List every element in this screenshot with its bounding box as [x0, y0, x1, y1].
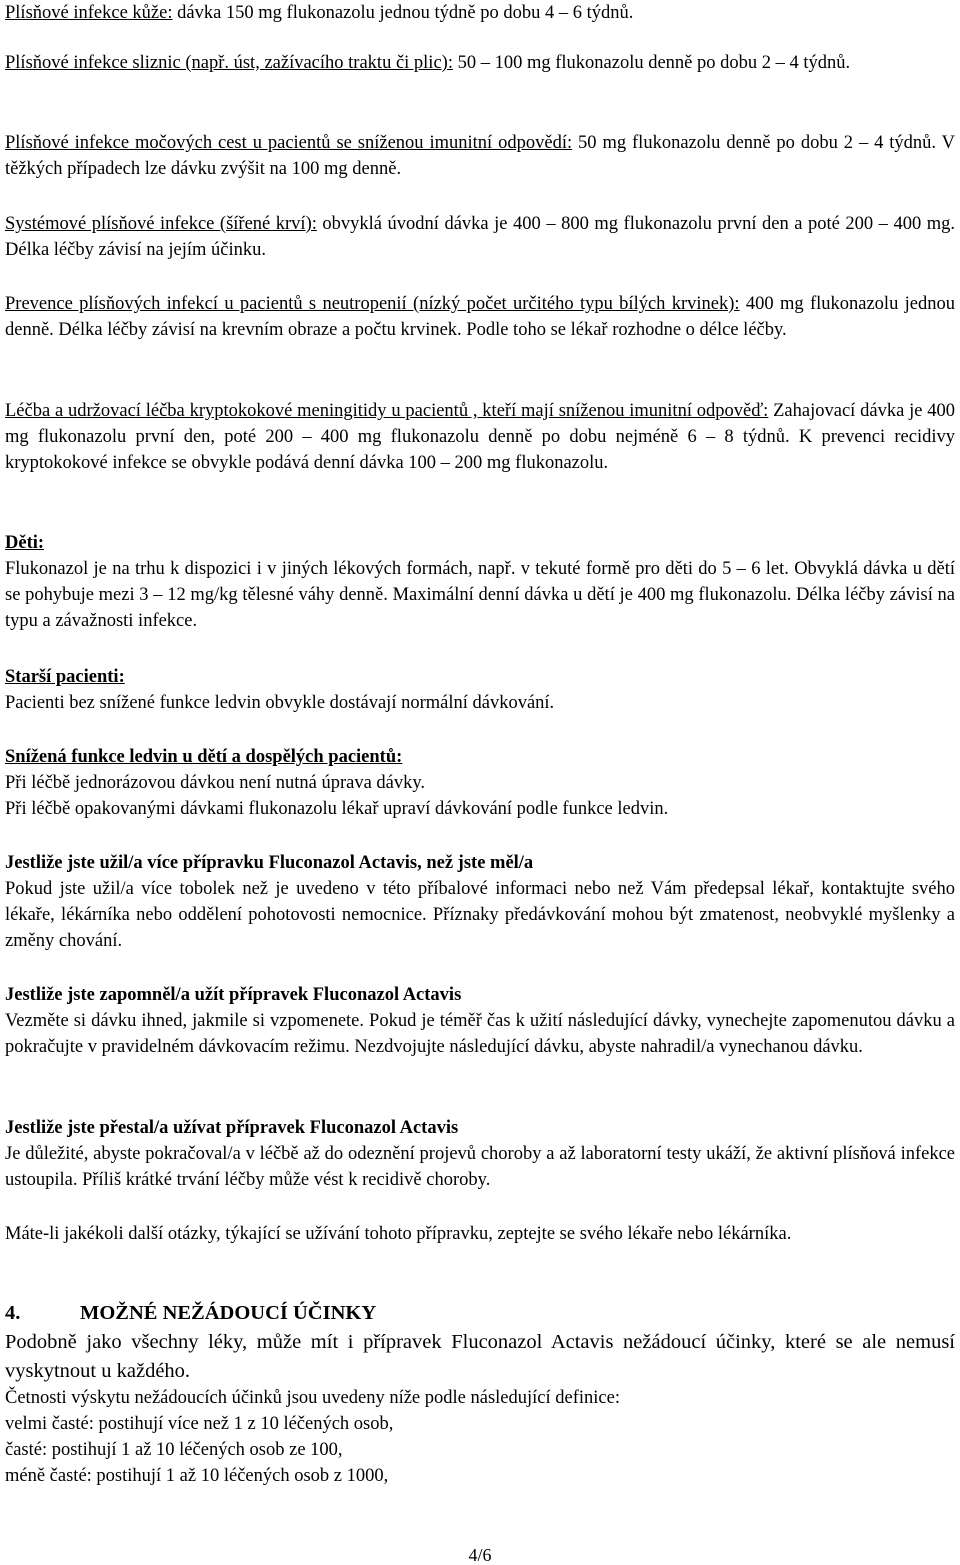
- paragraph-mucosa-infections: [5, 50, 955, 76]
- section-text: Pacienti bez snížené funkce ledvin obvykle dostávají normální dávkování.: [5, 693, 555, 713]
- section-text-line: Při léčbě jednorázovou dávkou není nutná úprava dávky.: [5, 773, 426, 793]
- paragraph-text: Máte-li jakékoli další otázky, týkající se užívání tohoto přípravku, zeptejte se svého lékaře nebo lékárníka.: [5, 1224, 792, 1244]
- paragraph-text: 50 mg flukonazolu denně po dobu 2 – 4 týdnů. V těžkých případech lze dávku zvýšit na 100 mg denně.: [5, 133, 956, 179]
- paragraph-urinary-infections: [5, 130, 955, 182]
- paragraph-label: Plísňové infekce močových cest u pacientů se sníženou imunitní odpovědí:: [5, 133, 573, 153]
- paragraph-label: Prevence plísňových infekcí u pacientů s neutropenií (nízký počet určitého typu bílých krvinek):: [5, 294, 740, 314]
- section-missed-dose: [5, 982, 955, 1060]
- paragraph-neutropenia-prevention: [5, 291, 955, 343]
- section-overdose: [5, 850, 955, 954]
- paragraph-systemic-infections: [5, 211, 955, 263]
- section-4-heading: [5, 1299, 955, 1328]
- section-heading: Starší pacienti:: [5, 667, 125, 687]
- paragraph-text: obvyklá úvodní dávka je 400 – 800 mg flukonazolu první den a poté 200 – 400 mg. Délka léčby závisí na jejím účinku.: [5, 214, 955, 260]
- paragraph-label: Plísňové infekce sliznic (např. úst, zažívacího traktu či plic):: [5, 53, 453, 73]
- section-heading: Jestliže jste užil/a více přípravku Fluconazol Actavis, než jste měl/a: [5, 853, 534, 873]
- paragraph-text: dávka 150 mg flukonazolu jednou týdně po dobu 4 – 6 týdnů.: [172, 3, 634, 23]
- frequency-very-common: velmi časté: postihují více než 1 z 10 léčených osob,: [5, 1414, 394, 1434]
- section-number: 4.: [5, 1302, 21, 1324]
- section-renal: [5, 744, 955, 822]
- section-heading: Jestliže jste přestal/a užívat přípravek Fluconazol Actavis: [5, 1118, 459, 1138]
- paragraph-label: Léčba a udržovací léčba kryptokokové meningitidy u pacientů , kteří mají sníženou imunitní odpověď:: [5, 401, 769, 421]
- paragraph-questions: [5, 1221, 955, 1247]
- page-number: 4/6: [468, 1545, 492, 1565]
- section-stopped: [5, 1115, 955, 1193]
- paragraph-skin-infections: [5, 0, 955, 26]
- paragraph-text: 50 – 100 mg flukonazolu denně po dobu 2 – 4 týdnů.: [452, 53, 851, 73]
- section-heading: Snížená funkce ledvin u dětí a dospělých pacientů:: [5, 747, 403, 767]
- paragraph-label: Systémové plísňové infekce (šířené krví):: [5, 214, 317, 234]
- section-text: Vezměte si dávku ihned, jakmile si vzpomenete. Pokud je téměř čas k užití následující dávky, vynechejte zapomenutou dávku a pokračujte v pravidelném dávkovacím režimu. Nezdvojujte následující dávku, abyste nahradil/a vynechanou dávku.: [5, 1011, 955, 1057]
- section-text: Flukonazol je na trhu k dispozici i v jiných lékových formách, např. v tekuté formě pro děti do 5 – 6 let. Obvyklá dávka u dětí se pohybuje mezi 3 – 12 mg/kg tělesné váhy denně. Maximální denní dávka u dětí je 400 mg flukonazolu. Délka léčby závisí na typu a závažnosti infekce.: [5, 559, 955, 631]
- section-heading: Jestliže jste zapomněl/a užít přípravek Fluconazol Actavis: [5, 985, 462, 1005]
- section-heading: Děti:: [5, 533, 45, 553]
- section-text: Podobně jako všechny léky, může mít i přípravek Fluconazol Actavis nežádoucí účinky, které se ale nemusí vyskytnout u každého.: [5, 1331, 955, 1382]
- section-4-intro: [5, 1328, 955, 1386]
- section-text: Je důležité, abyste pokračoval/a v léčbě až do odeznění projevů choroby a až laboratorní testy ukáží, že aktivní plísňová infekce ustoupila. Příliš krátké trvání léčby může vést k recidivě choroby.: [5, 1144, 955, 1190]
- section-elderly: [5, 664, 955, 716]
- paragraph-label: Plísňové infekce kůže:: [5, 3, 173, 23]
- frequency-common: časté: postihují 1 až 10 léčených osob ze 100,: [5, 1440, 343, 1460]
- paragraph-cryptococcal-meningitis: [5, 398, 955, 476]
- paragraph-text: 400 mg flukonazolu jednou denně. Délka léčby závisí na krevním obraze a počtu krvinek. Podle toho se lékař rozhodne o délce léčby.: [5, 294, 956, 340]
- section-text-line: Při léčbě opakovanými dávkami flukonazolu lékař upraví dávkování podle funkce ledvin.: [5, 799, 669, 819]
- frequency-definitions: [5, 1385, 955, 1489]
- section-children: [5, 530, 955, 634]
- paragraph-text: Zahajovací dávka je 400 mg flukonazolu první den, poté 200 – 400 mg flukonazolu denně po dobu nejméně 6 – 8 týdnů. K prevenci recidivy kryptokokové infekce se obvykle podává denní dávka 100 – 200 mg flukonazolu.: [5, 401, 955, 473]
- section-title: MOŽNÉ NEŽÁDOUCÍ ÚČINKY: [80, 1302, 377, 1324]
- frequency-uncommon: méně časté: postihují 1 až 10 léčených osob z 1000,: [5, 1466, 389, 1486]
- frequency-intro: Četnosti výskytu nežádoucích účinků jsou uvedeny níže podle následující definice:: [5, 1388, 620, 1408]
- section-text: Pokud jste užil/a více tobolek než je uvedeno v této příbalové informaci nebo než Vám předepsal lékař, kontaktujte svého lékaře, lékárníka nebo oddělení pohotovosti nemocnice. Příznaky předávkování mohou být zmatenost, neobvyklé myšlenky a změny chování.: [5, 879, 955, 951]
